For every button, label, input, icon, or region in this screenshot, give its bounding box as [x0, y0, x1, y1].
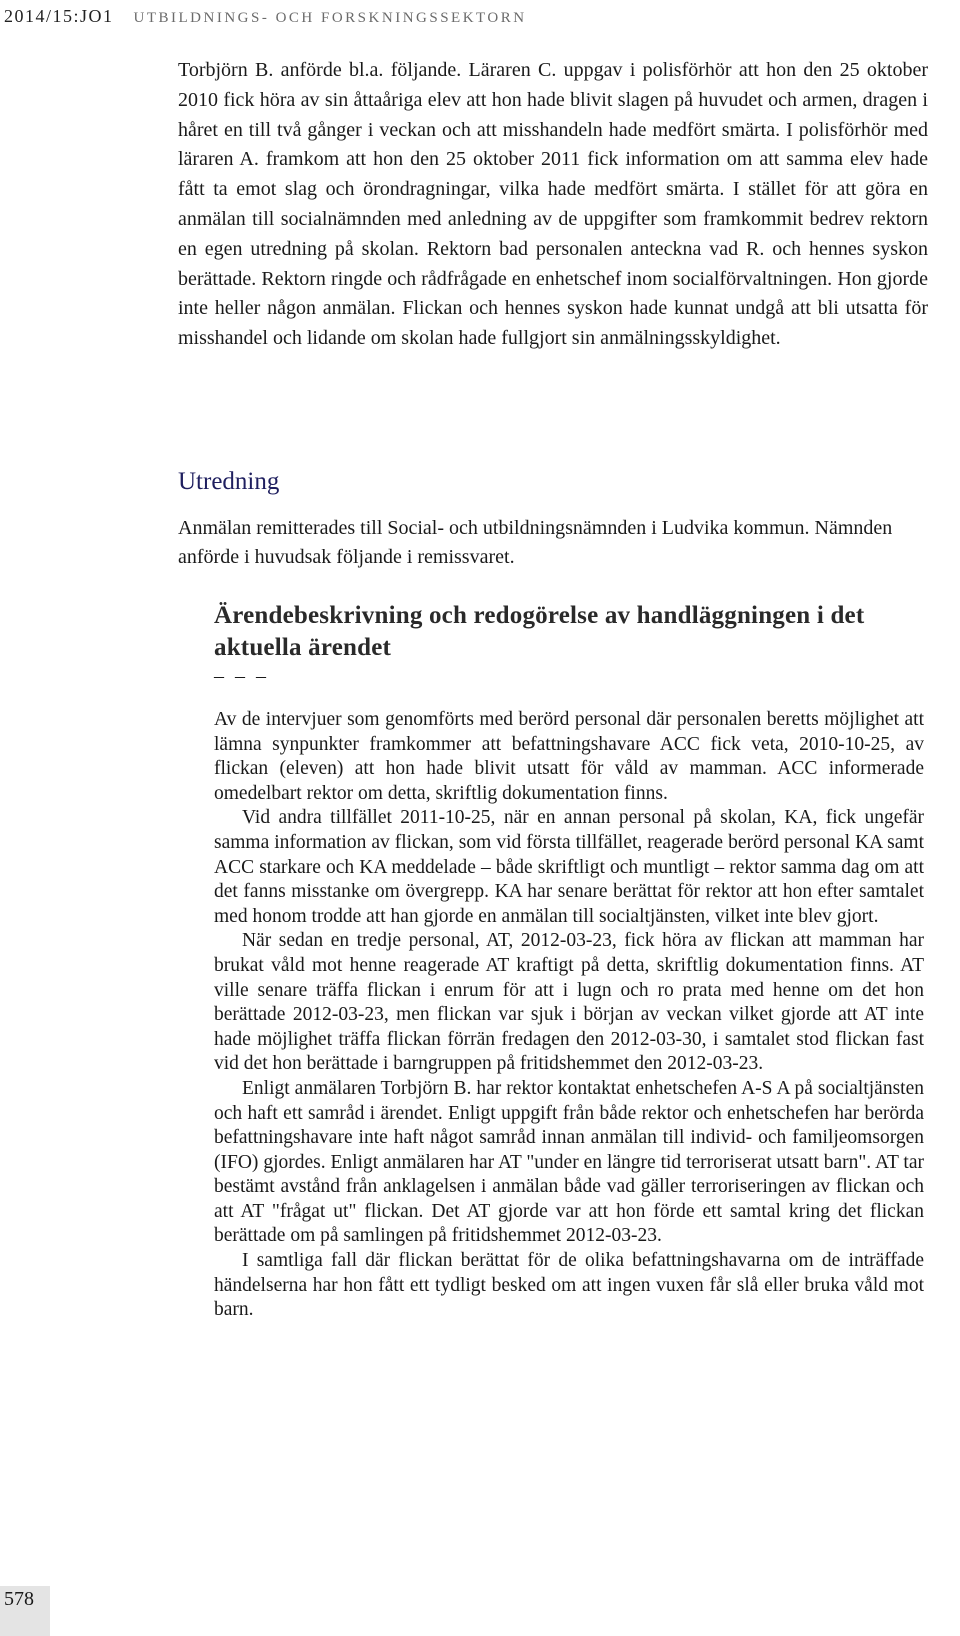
utredning-heading: Utredning	[178, 468, 280, 495]
quoted-paragraph: Enligt anmälaren Torbjörn B. har rektor kontaktat enhetschefen A-S A på socialtjänsten och haft ett samråd i ärendet. Enligt uppgift från både rektor och enhetschefen har berörda befattningshavare inte haft något samråd innan anmälan till individ- och familjeomsorgen (IFO) gjordes. Enligt anmälaren har AT "under en längre tid terroriserat utsatt barn". AT tar bestämt avstånd från anklagelsen i anmälan både vad gäller terroriseringen av flickan och att AT "frågat ut" flickan. Det AT gjorde var att hon förde ett samtal kring det flickan berättade om på samlingen på fritidshemmet 2012-03-23.	[214, 1077, 924, 1247]
running-head	[4, 6, 527, 27]
quoted-paragraph: Av de intervjuer som genomförts med berörd personal där personalen beretts möjlighet att lämna synpunkter framkommer att befattningshavare ACC fick veta, 2010-10-25, av flickan (eleven) att hon hade blivit utsatt för våld av mamman. ACC informerade omedelbart rektor om detta, skriftlig dokumentation finns.	[214, 709, 924, 804]
utredning-paragraph: Anmälan remitterades till Social- och utbildningsnämnden i Ludvika kommun. Nämnden anförde i huvudsak följande i remissvaret.	[178, 517, 893, 568]
intro-paragraph: Torbjörn B. anförde bl.a. följande. Läraren C. uppgav i polisförhör att hon den 25 oktober 2010 fick höra av sin åttaåriga elev att hon hade blivit slagen på huvudet och armen, dragen i håret en till två gånger i veckan och att misshandeln hade medfört smärta. I polisförhör med läraren A. framkom att hon den 25 oktober 2011 fick information om att samma elev hade fått ta emot slag och örondragningar, vilka hade medfört smärta. I stället för att göra en anmälan till socialnämnden med anledning av de uppgifter som framkommit bedrev rektorn en egen utredning på skolan. Rektorn bad personalen anteckna vad R. och hennes syskon berättade. Rektorn ringde och rådfrågade en enhetschef inom socialförvaltningen. Hon gjorde inte heller någon anmälan. Flickan och hennes syskon hade kunnat undgå att bli utsatta för misshandel och lidande om skolan hade fullgjort sin anmälningsskyldighet.	[178, 59, 928, 350]
report-reference: 2014/15:JO1	[4, 6, 114, 26]
quoted-paragraph: När sedan en tredje personal, AT, 2012-03-23, fick höra av flickan att mamman har brukat våld mot henne reagerade AT kraftigt på detta, skriftlig dokumentation finns. AT ville senare träffa flickan i enrum för att i lugn och ro prata med henne om det hon berättade 2012-03-23, men flickan var sjuk i början av veckan vilket gjorde att AT inte hade möjlighet träffa flickan förrän fredagen den 2012-03-30, i samtalet stod flickan fast vid det hon berättade i barngruppen på fritidshemmet den 2012-03-23.	[214, 930, 924, 1075]
section-title: UTBILDNINGS- OCH FORSKNINGSSEKTORN	[133, 10, 527, 26]
page-number: 578	[0, 1586, 50, 1636]
omission-mark: – – –	[214, 665, 269, 687]
quoted-reply-body	[214, 708, 924, 1323]
quoted-paragraph: Vid andra tillfället 2011-10-25, när en annan personal på skolan, KA, fick ungefär samma information av flickan, som vid första tillfället, reagerade berörd personal KA samt ACC starkare och KA meddelade – både skriftligt och muntligt – rektor samma dag om att det fanns misstanke om övergrepp. KA har senare berättat för rektor att hon efter samtalet med honom trodde att han gjorde en anmälan till socialtjänsten, vilket inte blev gjort.	[214, 807, 924, 927]
quoted-paragraph: I samtliga fall där flickan berättat för de olika befattningshavarna om de inträffade händelserna har hon fått ett tydligt besked om att ingen vuxen får slå eller bruka våld mot barn.	[214, 1250, 924, 1321]
quoted-reply-heading: Ärendebeskrivning och redogörelse av handläggningen i det aktuella ärendet	[214, 602, 865, 661]
